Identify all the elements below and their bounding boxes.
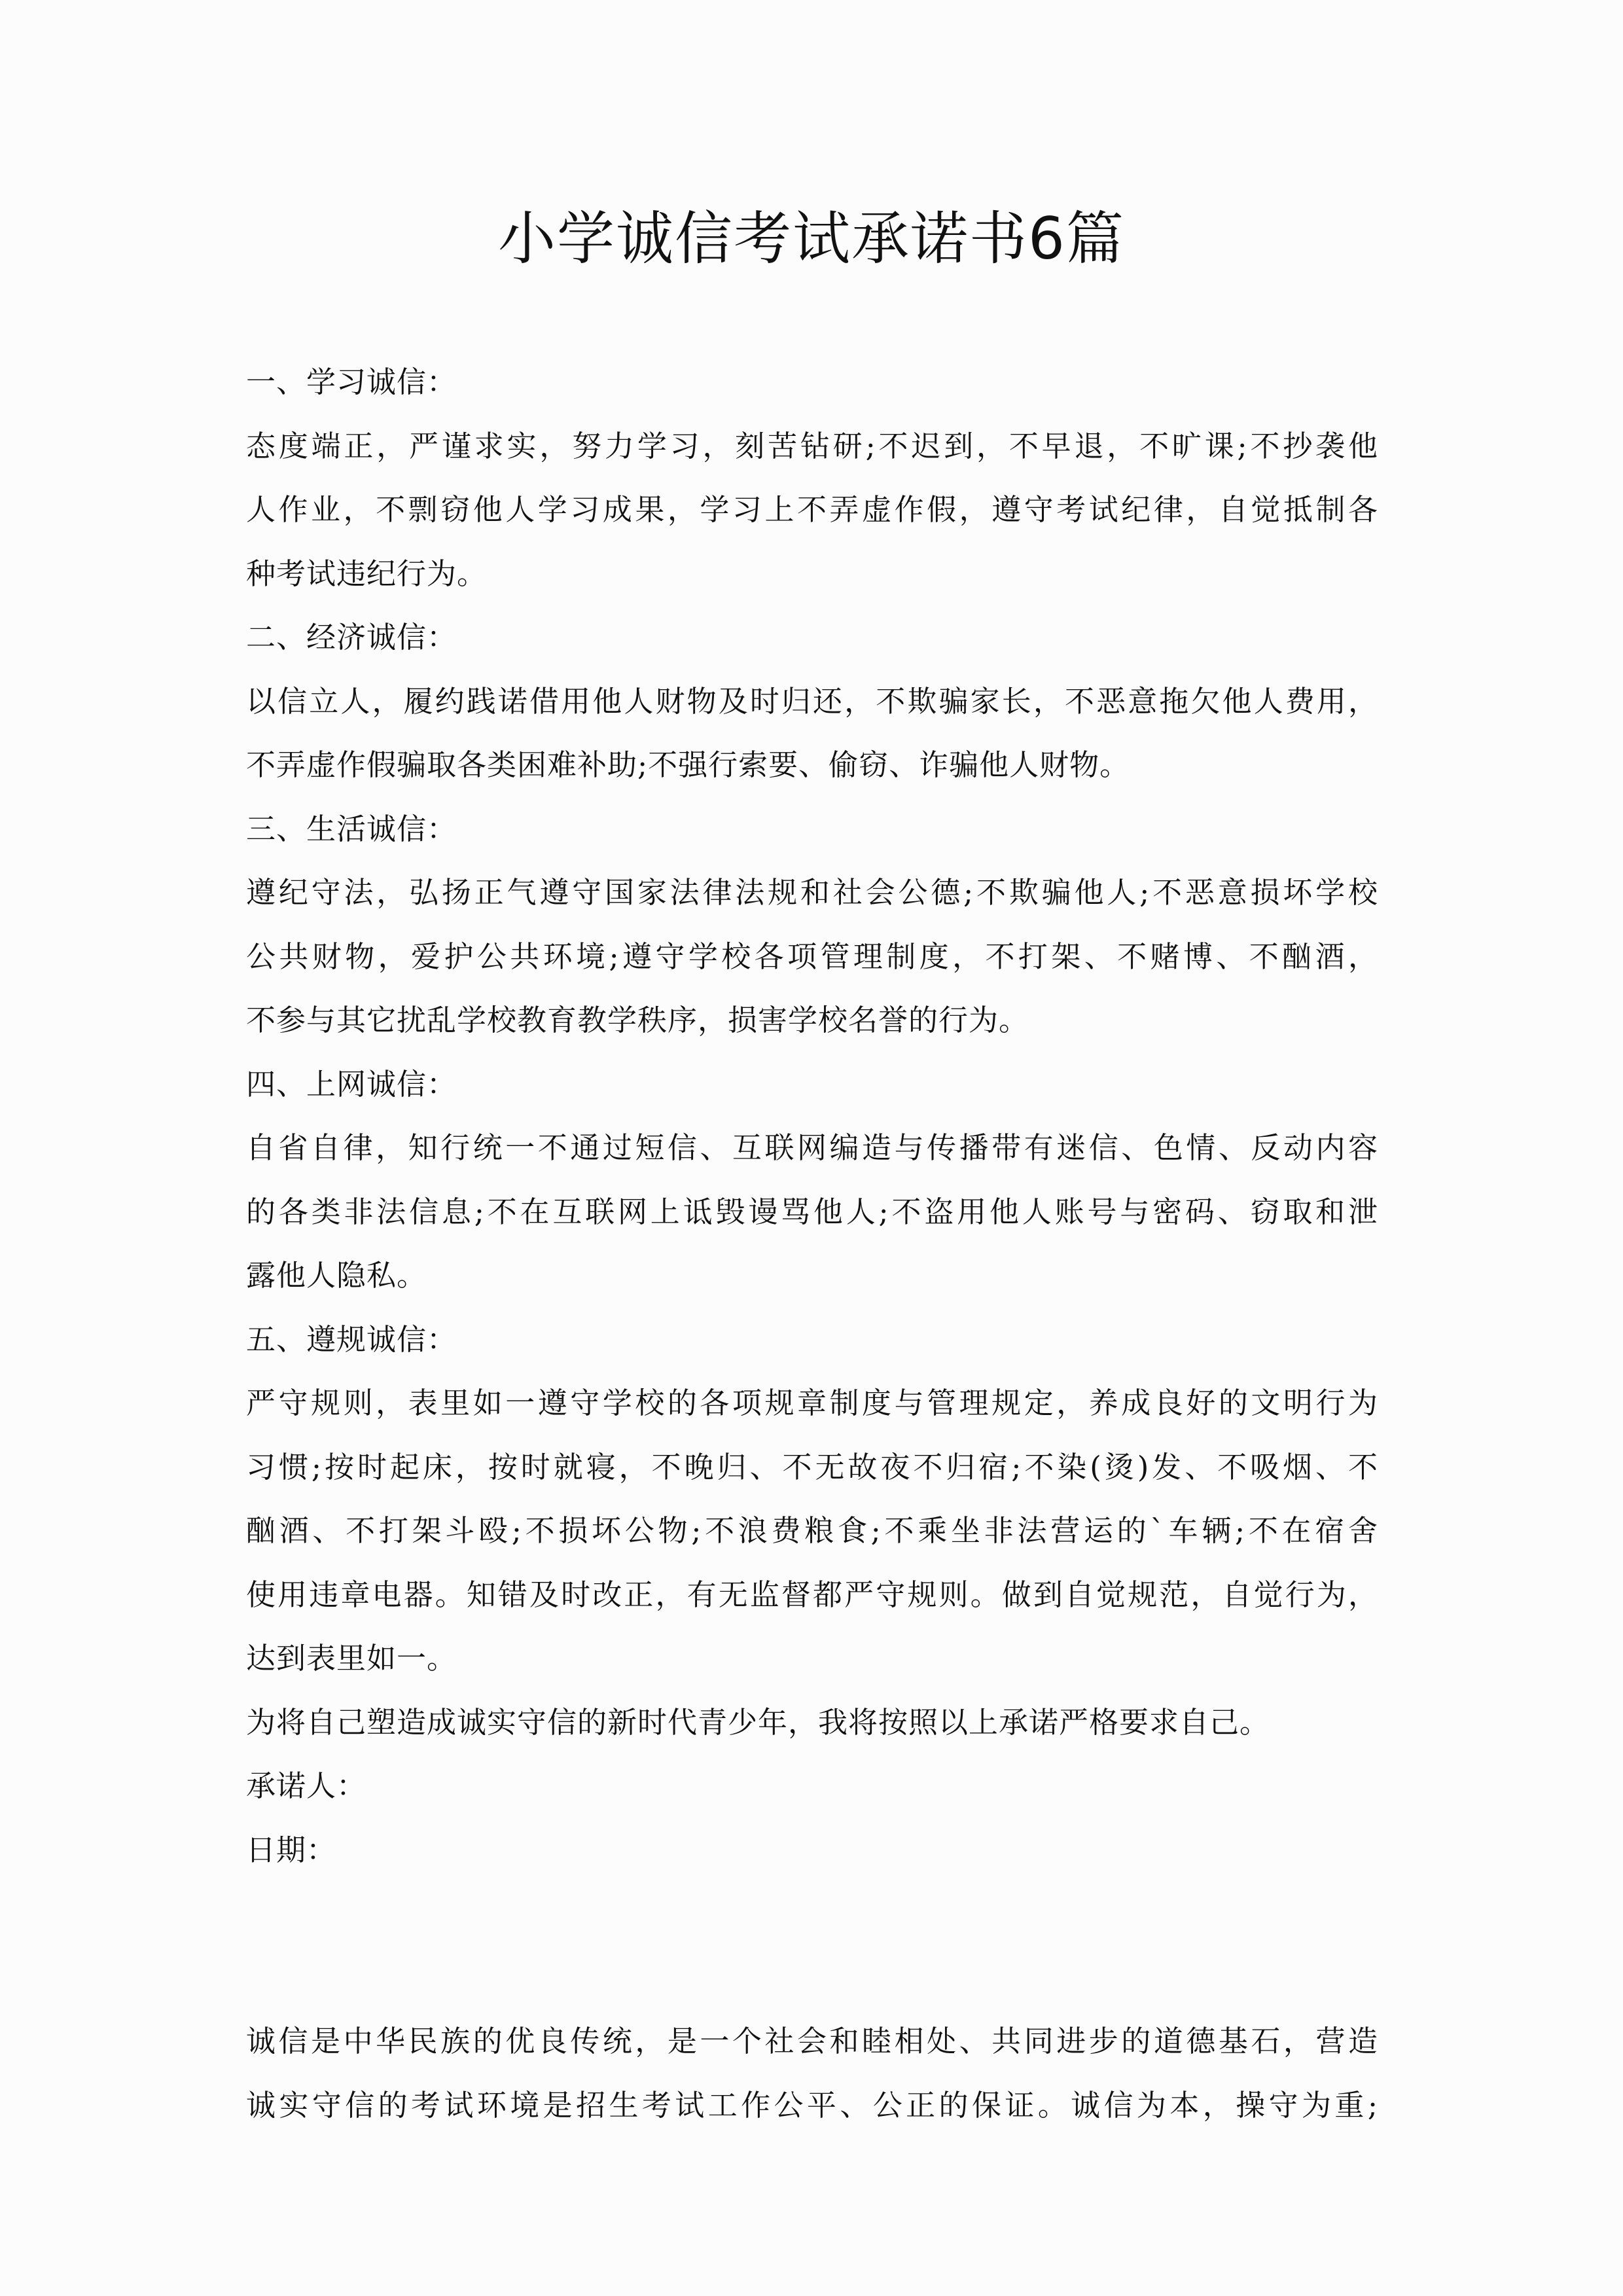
section-rules-integrity — [246, 1308, 1378, 1691]
paragraph-line: 公共财物，爱护公共环境;遵守学校各项管理制度，不打架、不赌博、不酗酒， — [246, 939, 1378, 974]
paragraph-line: 不弄虚作假骗取各类困难补助;不强行索要、偷窃、诈骗他人财物。 — [246, 747, 1130, 782]
closing-statement: 为将自己塑造成诚实守信的新时代青少年，我将按照以上承诺严格要求自己。 — [246, 1704, 1270, 1740]
paragraph-line: 种考试违纪行为。 — [246, 556, 488, 591]
second-pledge — [246, 2009, 1378, 2137]
section-economic-integrity — [246, 605, 1378, 797]
section-spacer — [246, 1882, 1378, 2009]
section-study-integrity — [246, 350, 1378, 605]
paragraph-line: 露他人隐私。 — [246, 1258, 427, 1293]
paragraph-line: 人作业，不剽窃他人学习成果，学习上不弄虚作假，遵守考试纪律，自觉抵制各 — [246, 492, 1378, 527]
paragraph-line: 态度端正，严谨求实，努力学习，刻苦钻研;不迟到，不早退，不旷课;不抄袭他 — [246, 428, 1378, 463]
section-heading: 四、上网诚信： — [246, 1066, 457, 1102]
section-heading: 一、学习诚信： — [246, 365, 457, 399]
paragraph-line: 不参与其它扰乱学校教育教学秩序，损害学校名誉的行为。 — [246, 1003, 1029, 1037]
document-title: 小学诚信考试承诺书6篇 — [498, 205, 1125, 272]
paragraph-line: 诚信是中华民族的优良传统，是一个社会和睦相处、共同进步的道德基石，营造 — [246, 2024, 1378, 2058]
section-heading: 五、遵规诚信： — [246, 1321, 457, 1357]
section-heading: 二、经济诚信： — [246, 620, 457, 655]
section-life-integrity — [246, 797, 1378, 1052]
paragraph-line: 诚实守信的考试环境是招生考试工作公平、公正的保证。诚信为本，操守为重; — [246, 2087, 1378, 2123]
section-heading: 三、生活诚信： — [246, 811, 457, 846]
document-body — [246, 350, 1378, 2137]
date-label: 日期： — [246, 1832, 337, 1867]
signature-label: 承诺人： — [246, 1768, 367, 1803]
paragraph-line: 遵纪守法，弘扬正气遵守国家法律法规和社会公德;不欺骗他人;不恶意损坏学校 — [246, 875, 1378, 910]
section-online-integrity — [246, 1052, 1378, 1308]
paragraph-line: 以信立人，履约践诺借用他人财物及时归还，不欺骗家长，不恶意拖欠他人费用， — [246, 683, 1378, 719]
paragraph-line: 严守规则，表里如一遵守学校的各项规章制度与管理规定，养成良好的文明行为 — [246, 1386, 1378, 1420]
paragraph-line: 自省自律，知行统一不通过短信、互联网编造与传播带有迷信、色情、反动内容 — [246, 1130, 1378, 1165]
paragraph-line: 酗酒、不打架斗殴;不损坏公物;不浪费粮食;不乘坐非法营运的`车辆;不在宿舍 — [246, 1513, 1378, 1548]
paragraph-line: 的各类非法信息;不在互联网上诋毁谩骂他人;不盗用他人账号与密码、窃取和泄 — [246, 1194, 1378, 1229]
paragraph-line: 习惯;按时起床，按时就寝，不晚归、不无故夜不归宿;不染(烫)发、不吸烟、不 — [246, 1449, 1378, 1484]
paragraph-line: 使用违章电器。知错及时改正，有无监督都严守规则。做到自觉规范，自觉行为， — [246, 1577, 1378, 1612]
paragraph-line: 达到表里如一。 — [246, 1641, 457, 1676]
